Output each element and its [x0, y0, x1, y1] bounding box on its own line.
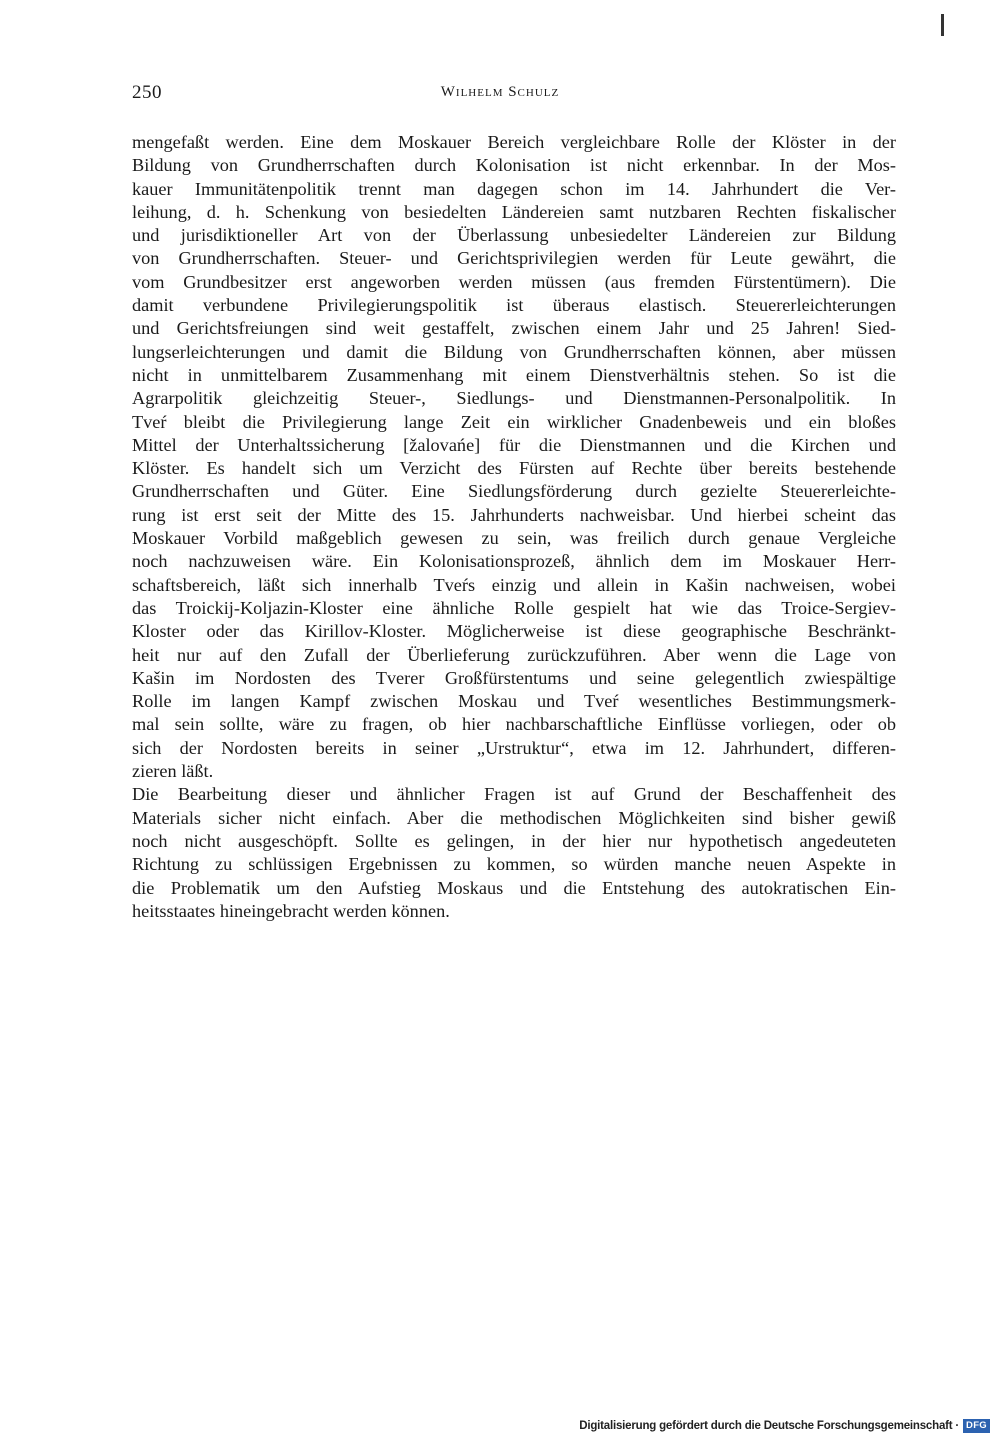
text-line: das Troickij-Koljazin-Kloster eine ähnliche Rolle gespielt hat wie das Troice-Sergiev-	[132, 597, 896, 618]
text-line: Mittel der Unterhaltssicherung [žalovańe] für die Dienstmannen und die Kirchen und	[132, 434, 896, 455]
text-line: mal sein sollte, wäre zu fragen, ob hier nachbarschaftliche Einflüsse vorliegen, oder ob	[132, 714, 896, 735]
text-line: und Gerichtsfreiungen sind weit gestaffelt, zwischen einem Jahr und 25 Jahren! Sied-	[132, 318, 896, 339]
text-line: Klöster. Es handelt sich um Verzicht des Fürsten auf Rechte über bereits bestehende	[132, 458, 896, 479]
text-line: lungserleichterungen und damit die Bildung von Grundherrschaften können, aber müssen	[132, 341, 896, 362]
dfg-logo: DFG	[963, 1419, 990, 1433]
text-line: kauer Immunitätenpolitik trennt man dagegen schon im 14. Jahrhundert die Ver-	[132, 178, 896, 199]
text-line: heit nur auf den Zufall der Überlieferung zurückzuführen. Aber wenn die Lage von	[132, 644, 896, 665]
text-line: Die Bearbeitung dieser und ähnlicher Fragen ist auf Grund der Beschaffenheit des	[132, 784, 896, 805]
text-line: vom Grundbesitzer erst angeworben werden müssen (aus fremden Fürstentümern). Die	[132, 271, 896, 292]
text-line: schaftsbereich, läßt sich innerhalb Tveŕs einzig und allein in Kašin nachweisen, wobei	[132, 574, 896, 595]
text-line: Kloster oder das Kirillov-Kloster. Möglicherweise ist diese geographische Beschränkt-	[132, 621, 896, 642]
text-line-paragraph-end: heitsstaates hineingebracht werden können.	[132, 900, 450, 921]
text-line: Rolle im langen Kampf zwischen Moskau und Tveŕ wesentliches Bestimmungsmerk-	[132, 691, 896, 712]
text-line: leihung, d. h. Schenkung von besiedelten Ländereien samt nutzbaren Rechten fiskalischer	[132, 201, 896, 222]
text-line: Bildung von Grundherrschaften durch Kolonisation ist nicht erkennbar. In der Mos-	[132, 155, 896, 176]
text-line: mengefaßt werden. Eine dem Moskauer Bereich vergleichbare Rolle der Klöster in der	[132, 132, 896, 152]
text-line: und jurisdiktioneller Art von der Überlassung unbesiedelter Ländereien zur Bildung	[132, 225, 896, 246]
text-line: Tveŕ bleibt die Privilegierung lange Zeit ein wirklicher Gnadenbeweis und ein bloßes	[132, 411, 896, 432]
body-text	[132, 131, 896, 923]
digitization-footer	[579, 1418, 990, 1434]
page-number: 250	[132, 82, 162, 103]
text-line: Moskauer Vorbild maßgeblich gewesen zu sein, was freilich durch genaue Vergleiche	[132, 528, 896, 549]
text-line: noch nicht ausgeschöpft. Sollte es gelingen, in der hier nur hypothetisch angedeuteten	[132, 830, 896, 851]
text-line: Richtung zu schlüssigen Ergebnissen zu kommen, so würden manche neuen Aspekte in	[132, 854, 896, 875]
text-line: nicht in unmittelbarem Zusammenhang mit einem Dienstverhältnis stehen. So ist die	[132, 364, 896, 385]
scan-edge-mark	[941, 14, 944, 36]
funding-note: Digitalisierung gefördert durch die Deutsche Forschungsgemeinschaft ·	[579, 1420, 960, 1432]
text-line: damit verbundene Privilegierungspolitik ist überaus elastisch. Steuererleichterungen	[132, 295, 896, 316]
text-line: Agrarpolitik gleichzeitig Steuer-, Siedlungs- und Dienstmannen-Personalpolitik. In	[132, 388, 896, 409]
text-line: sich der Nordosten bereits in seiner „Urstruktur“, etwa im 12. Jahrhundert, differen-	[132, 737, 896, 758]
text-line: Grundherrschaften und Güter. Eine Siedlungsförderung durch gezielte Steuererleichte-	[132, 481, 896, 502]
text-line: die Problematik um den Aufstieg Moskaus und die Entstehung des autokratischen Ein-	[132, 877, 896, 898]
text-line-paragraph-end: zieren läßt.	[132, 761, 214, 782]
running-head-author: Wilhelm Schulz	[440, 84, 560, 100]
text-line: Materials sicher nicht einfach. Aber die methodischen Möglichkeiten sind bisher gewiß	[132, 807, 896, 828]
text-line: noch nachzuweisen wäre. Ein Kolonisationsprozeß, ähnlich dem im Moskauer Herr-	[132, 551, 896, 572]
text-line: von Grundherrschaften. Steuer- und Gerichtsprivilegien werden für Leute gewährt, die	[132, 248, 896, 269]
text-line: Kašin im Nordosten des Tverer Großfürstentums und seine gelegentlich zwiespältige	[132, 667, 896, 688]
text-line: rung ist erst seit der Mitte des 15. Jahrhunderts nachweisbar. Und hierbei scheint das	[132, 504, 896, 525]
